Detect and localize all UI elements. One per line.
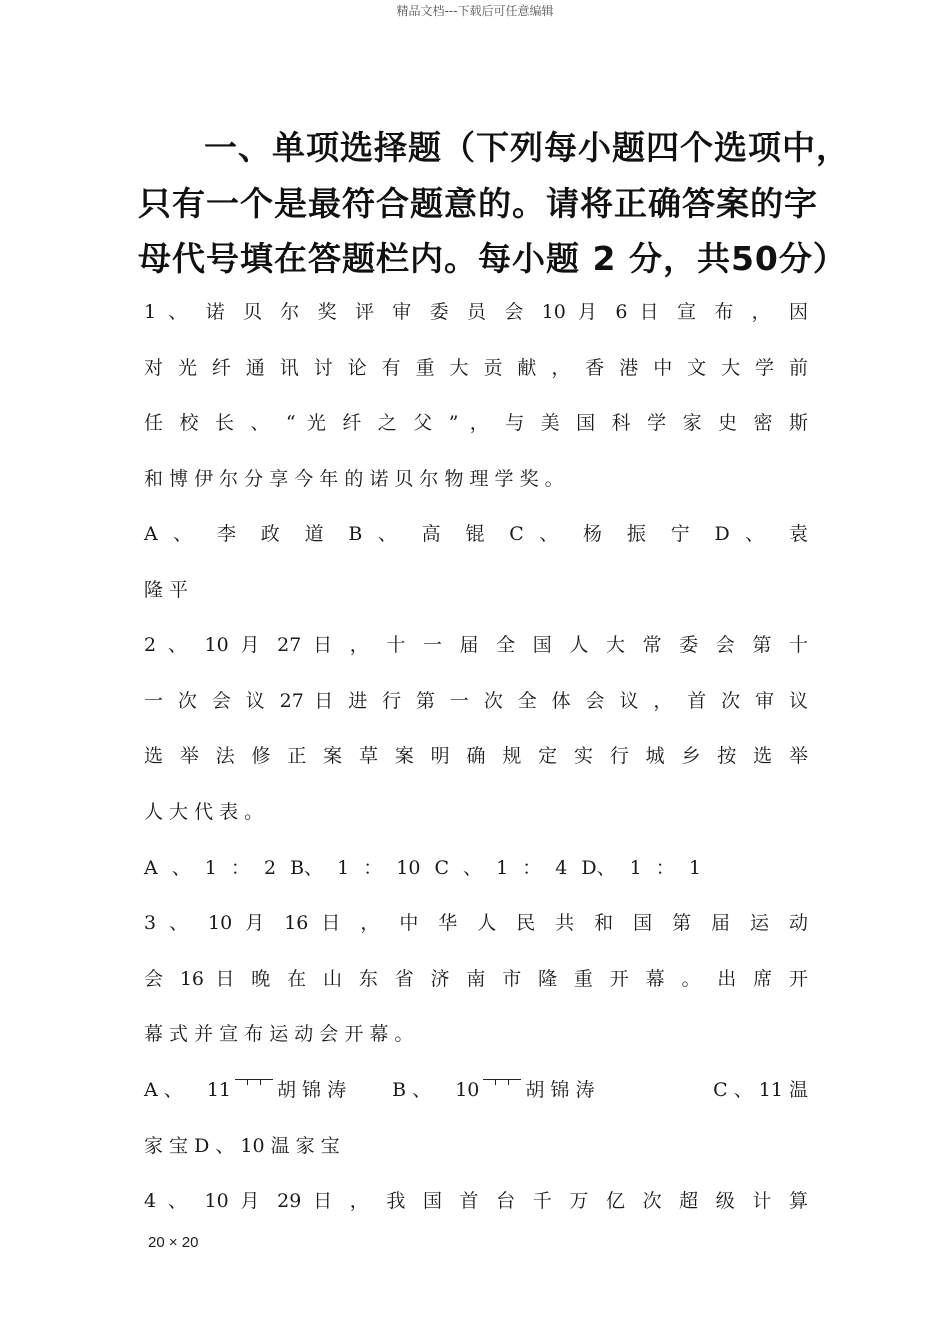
question-1-line-4: 和 博 伊 尔 分 享 今 年 的 诺 贝 尔 物 理 学 奖 。 bbox=[144, 468, 564, 490]
question-2-options-text: A 、 1 ： 2 B、 1 ： 10 C 、 1 ： 4 D、 1 ： 1 bbox=[144, 857, 701, 879]
question-1-line-3: 任 校 长 、 “ 光 纤 之 父 ” ， 与 美 国 科 学 家 史 密 斯 bbox=[144, 412, 808, 434]
section-heading-line-1: 一、单项选择题（下列每小题四个选项中， bbox=[204, 128, 850, 167]
option-b-number: 10 bbox=[455, 1079, 480, 1101]
question-2-line-2: 一 次 会 议 27 日 进 行 第 一 次 全 体 会 议 ， 首 次 审 议 bbox=[144, 690, 808, 712]
question-3-line-1: 3 、 10 月 16 日 ， 中 华 人 民 共 和 国 第 届 运 动 bbox=[144, 912, 808, 934]
option-b-label: B 、 bbox=[392, 1079, 432, 1101]
question-3-options bbox=[144, 1078, 808, 1102]
question-3-options-continued: 家 宝 D 、 10 温 家 宝 bbox=[144, 1135, 340, 1157]
page-header: 精品文档---下载后可任意编辑 bbox=[396, 4, 554, 18]
question-3-line-3: 幕 式 并 宣 布 运 动 会 开 幕 。 bbox=[144, 1023, 414, 1045]
question-2-options bbox=[144, 856, 744, 880]
option-b-name: 胡 锦 涛 bbox=[525, 1079, 595, 1101]
option-a-number: 11 bbox=[206, 1079, 231, 1101]
question-2-line-3: 选 举 法 修 正 案 草 案 明 确 规 定 实 行 城 乡 按 选 举 bbox=[144, 745, 808, 767]
question-2-line-4: 人 大 代 表 。 bbox=[144, 801, 264, 823]
answer-blank-b bbox=[483, 1079, 521, 1090]
question-3-line-2: 会 16 日 晚 在 山 东 省 济 南 市 隆 重 开 幕 。 出 席 开 bbox=[144, 968, 808, 990]
section-heading-line-2: 只有一个是最符合题意的。请将正确答案的字 bbox=[138, 184, 818, 223]
question-4-line-1: 4 、 10 月 29 日 ， 我 国 首 台 千 万 亿 次 超 级 计 算 bbox=[144, 1190, 808, 1212]
answer-blank-a bbox=[235, 1079, 273, 1090]
option-c: C 、 11 温 bbox=[713, 1079, 808, 1101]
question-1-line-1: 1 、 诺 贝 尔 奖 评 审 委 员 会 10 月 6 日 宣 布 ， 因 bbox=[144, 301, 808, 323]
question-1-options-continued: 隆 平 bbox=[144, 579, 189, 601]
question-1-options: A 、 李 政 道 B 、 高 锟 C 、 杨 振 宁 D 、 袁 bbox=[144, 523, 808, 545]
question-2-line-1: 2 、 10 月 27 日 ， 十 一 届 全 国 人 大 常 委 会 第 十 bbox=[144, 634, 808, 656]
question-1-line-2: 对 光 纤 通 讯 讨 论 有 重 大 贡 献 ， 香 港 中 文 大 学 前 bbox=[144, 357, 808, 379]
option-a-label: A 、 bbox=[144, 1079, 183, 1101]
page-footer: 20 × 20 bbox=[148, 1234, 199, 1251]
option-a-name: 胡 锦 涛 bbox=[277, 1079, 347, 1101]
section-heading-line-3: 母代号填在答题栏内。每小题 2 分，共50分） bbox=[138, 239, 847, 278]
